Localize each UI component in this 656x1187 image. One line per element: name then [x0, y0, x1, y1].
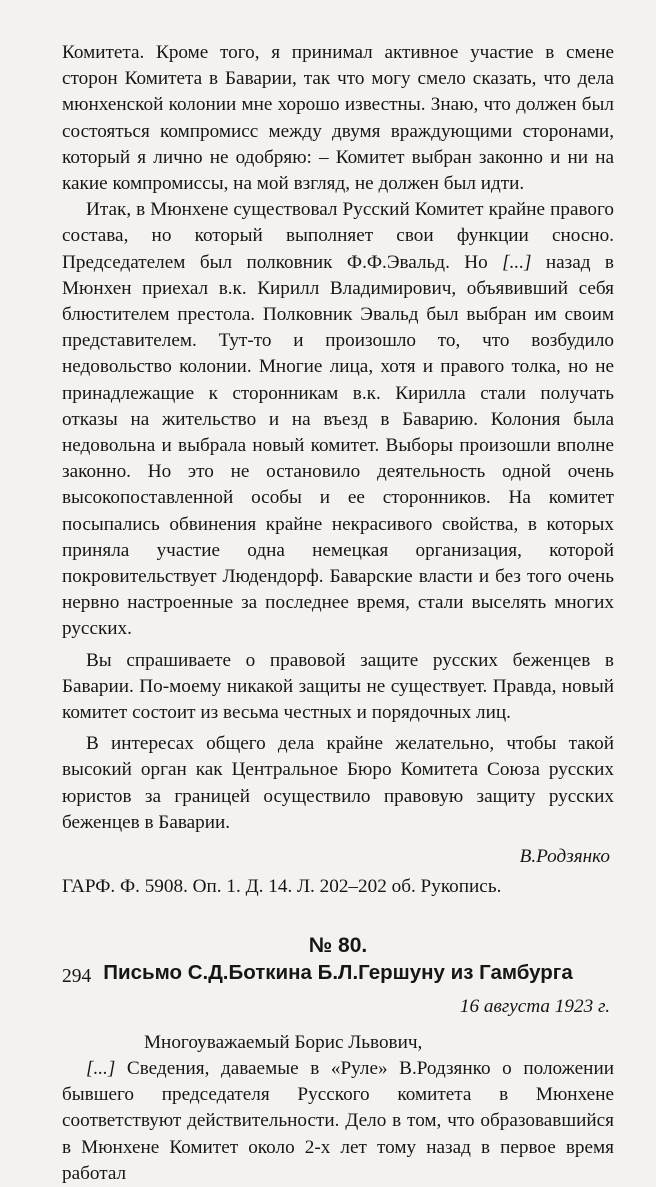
paragraph-1: Комитета. Кроме того, я принимал активное участие в смене сторон Комитета в Баварии, так что могу смело сказать, что дела мюнхенской колонии мне хорошо известны. Знаю, что должен был состояться компромисс между двумя враждующими сторонами, который я лично не одобряю: – Комитет выбран законно и ни на какие компромиссы, на мой взгляд, не должен был идти.: [62, 42, 614, 195]
signature: В.Родзянко: [519, 846, 610, 868]
letter-omission-mark: [...]: [86, 1057, 116, 1079]
letter-body-text: Сведения, даваемые в «Руле» В.Родзянко о положении бывшего председателя Русского комитета в Мюнхене соответствуют действительности. Дело в том, что образовавшийся в Мюнхене Комитет около 2-х лет тому назад в первое время работал: [62, 1057, 614, 1184]
archive-source: ГАРФ. Ф. 5908. Оп. 1. Д. 14. Л. 202–202 об. Рукопись.: [62, 876, 502, 898]
omission-mark: [...]: [502, 251, 532, 273]
page-text: [62, 40, 614, 1187]
document-date: 16 августа 1923 г.: [459, 995, 610, 1017]
page-number: 294: [62, 966, 92, 987]
paragraph-2-part-1: Итак, в Мюнхене существовал Русский Комитет крайне правого состава, но который выполняет свои функции сносно. Председателем был полковник Ф.Ф.Эвальд. Но: [62, 199, 614, 273]
salutation: Многоуважаемый Борис Львович,: [144, 1031, 423, 1053]
paragraph-4: В интересах общего дела крайне желательно, чтобы такой высокий орган как Центральное Бюро Комитета Союза русских юристов за границей осуществило правовую защиту русских беженцев в Баварии.: [62, 733, 614, 833]
paragraph-3: Вы спрашиваете о правовой защите русских беженцев в Баварии. По-моему никакой защиты не существует. Правда, новый комитет состоит из весьма честных и порядочных лиц.: [62, 649, 614, 724]
document-title: Письмо С.Д.Боткина Б.Л.Гершуну из Гамбурга: [103, 960, 573, 984]
document-number: № 80.: [308, 933, 368, 957]
paragraph-2-part-2: назад в Мюнхен приехал в.к. Кирилл Владимирович, объявивший себя блюстителем престола. Полковник Эвальд был выбран им своим представителем. Тут-то и произошло то, что возбудило недовольство колонии. Многие лица, хотя и правого толка, но не принадлежащие к сторонникам в.к. Кирилла стали получать отказы на жительство и на въезд в Баварию. Колония была недовольна и выбрала новый комитет. Выборы произошли вполне законно. Но это не остановило деятельность одной очень высокопоставленной особы и ее сторонников. На комитет посыпались обвинения крайне некрасивого свойства, в которых приняла участие одна немецкая организация, которой покровительствует Людендорф. Баварские власти и без того очень нервно настроенные за последнее время, стали выселять многих русских.: [62, 251, 614, 640]
paragraph-2: [62, 197, 614, 642]
letter-body: [62, 1056, 614, 1187]
